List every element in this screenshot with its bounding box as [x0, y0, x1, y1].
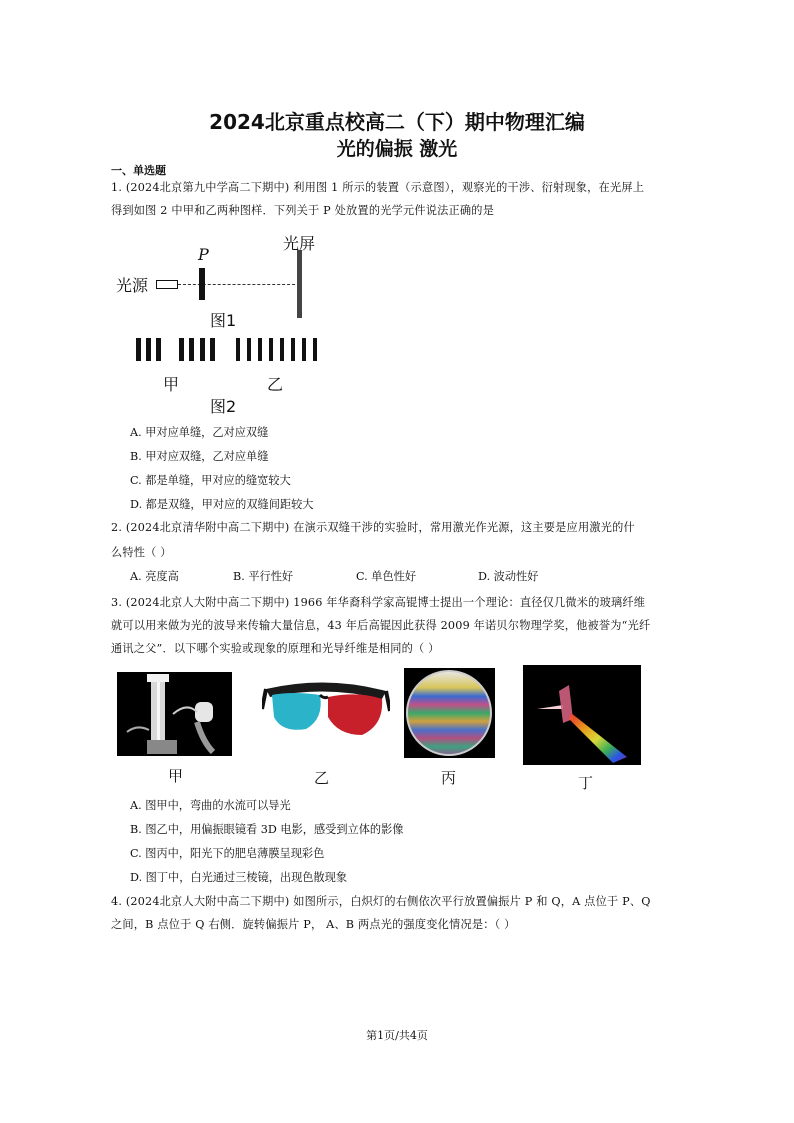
- q3-option-a: A. 图甲中，弯曲的水流可以导光: [130, 799, 291, 812]
- screen-bar: [297, 250, 302, 318]
- element-p-bar: [199, 268, 205, 300]
- q3-option-b: B. 图乙中，用偏振眼镜看 3D 电影，感受到立体的影像: [130, 823, 404, 836]
- pattern-yi: [236, 338, 317, 361]
- optical-axis-line: [178, 284, 300, 285]
- q1-option-b: B. 甲对应双缝，乙对应单缝: [130, 450, 269, 463]
- question-4-line-1: 4. (2024北京人大附中高二下期中) 如图所示，白炽灯的右侧依次平行放置偏振片 P 和 Q，A 点位于 P、Q: [111, 895, 651, 908]
- figure-2-label: 图2: [210, 397, 237, 416]
- page-subtitle: 光的偏振 激光: [336, 138, 458, 160]
- figure-1-label: 图1: [210, 311, 237, 330]
- photo-prism-dispersion: [523, 665, 641, 765]
- question-3-line-3: 通讯之父”．以下哪个实验或现象的原理和光导纤维是相同的（ ）: [111, 642, 440, 655]
- question-2-line-2: 么特性（ ）: [111, 546, 172, 559]
- photo-3d-glasses: [262, 669, 390, 757]
- pattern-yi-label: 乙: [267, 375, 284, 394]
- question-4-line-2: 之间，B 点位于 Q 右侧．旋转偏振片 P， A、B 两点光的强度变化情况是：（ ）: [111, 918, 516, 931]
- page-footer: 第1页/共4页: [366, 1029, 428, 1042]
- caption-yi: 乙: [314, 769, 330, 787]
- question-3-line-2: 就可以用来做为光的波导来传输大量信息，43 年后高锟因此获得 2009 年诺贝尔物理学奖，他被誉为“光纤: [111, 619, 651, 632]
- question-1-line-2: 得到如图 2 中甲和乙两种图样．下列关于 P 处放置的光学元件说法正确的是: [111, 204, 495, 217]
- q2-option-b: B. 平行性好: [233, 570, 294, 583]
- light-source-label: 光源: [116, 276, 149, 295]
- page-title: 2024北京重点校高二（下）期中物理汇编: [209, 110, 585, 134]
- question-3-line-1: 3. (2024北京人大附中高二下期中) 1966 年华裔科学家高锟博士提出一个理论：直径仅几微米的玻璃纤维: [111, 596, 646, 609]
- pattern-jia-label: 甲: [163, 375, 180, 394]
- fringe-patterns: [134, 338, 320, 362]
- caption-ding: 丁: [578, 774, 594, 792]
- question-1-line-1: 1. (2024北京第九中学高二下期中) 利用图 1 所示的装置（示意图），观察光的干涉、衍射现象，在光屏上: [111, 181, 645, 194]
- caption-bing: 丙: [441, 769, 457, 787]
- photo-water-stream: [117, 672, 232, 756]
- q2-option-d: D. 波动性好: [478, 570, 539, 583]
- q1-option-a: A. 甲对应单缝，乙对应双缝: [130, 426, 269, 439]
- screen-label: 光屏: [283, 234, 316, 253]
- q3-option-c: C. 图丙中，阳光下的肥皂薄膜呈现彩色: [130, 847, 325, 860]
- q2-options-row: [130, 568, 690, 584]
- q2-option-c: C. 单色性好: [356, 570, 417, 583]
- caption-jia: 甲: [168, 767, 184, 785]
- question-2-line-1: 2. (2024北京清华附中高二下期中) 在演示双缝干涉的实验时，常用激光作光源，这主要是应用激光的什: [111, 521, 635, 534]
- q3-option-d: D. 图丁中，白光通过三棱镜，出现色散现象: [130, 871, 348, 884]
- q1-option-d: D. 都是双缝，甲对应的双缝间距较大: [130, 498, 314, 511]
- pattern-jia: [136, 338, 215, 361]
- p-label: P: [198, 245, 209, 264]
- section-heading: 一、单选题: [111, 164, 166, 177]
- light-source-icon: [156, 280, 178, 289]
- q2-option-a: A. 亮度高: [130, 570, 179, 583]
- q1-option-c: C. 都是单缝，甲对应的缝宽较大: [130, 474, 291, 487]
- photo-soap-film: [404, 668, 495, 758]
